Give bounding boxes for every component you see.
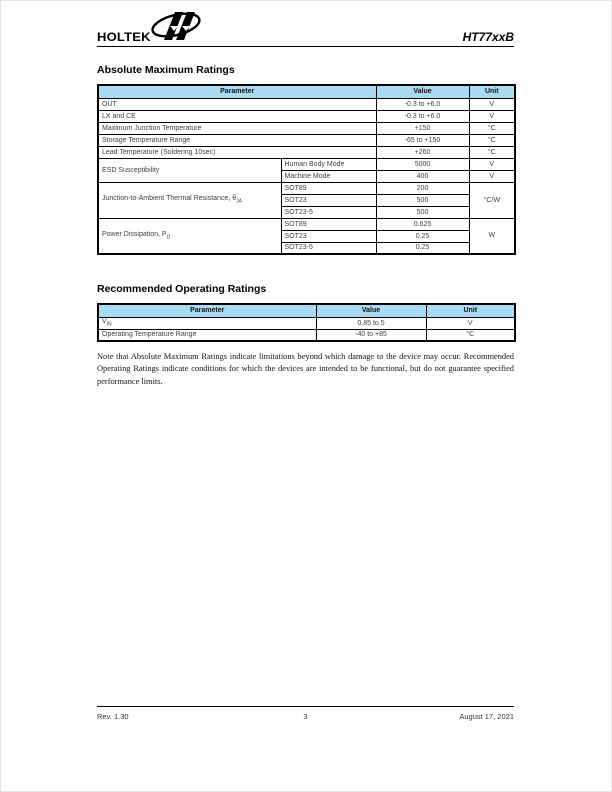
value-cell: 0.85 to 5 xyxy=(316,317,426,329)
parameter-cell: LX and CE xyxy=(98,110,376,122)
table-row-lead-temperature xyxy=(98,146,515,158)
parameter-subscript: JA xyxy=(236,198,242,205)
unit-cell: °C xyxy=(469,122,515,134)
table-row-esd-human-body xyxy=(98,158,515,170)
parameter-cell xyxy=(98,317,316,329)
parameter-cell: OUT xyxy=(98,98,376,110)
table-row-lx-ce xyxy=(98,110,515,122)
section-title-recommended-operating-ratings: Recommended Operating Ratings xyxy=(97,283,267,295)
unit-cell: V xyxy=(426,317,515,329)
value-cell: 5000 xyxy=(376,158,469,170)
value-cell: 0.25 xyxy=(376,230,469,242)
condition-cell: SOT23 xyxy=(281,230,376,242)
value-cell: -40 to +85 xyxy=(316,329,426,341)
unit-cell: V xyxy=(469,158,515,170)
unit-cell: °C xyxy=(469,134,515,146)
table-row-max-junction-temperature xyxy=(98,122,515,134)
parameter-text: Junction-to-Ambient Thermal Resistance, θ xyxy=(102,195,237,203)
unit-cell: °C/W xyxy=(469,182,515,218)
value-cell: -0.3 to +6.0 xyxy=(376,110,469,122)
condition-cell: SOT23-5 xyxy=(281,242,376,254)
table-row-storage-temperature xyxy=(98,134,515,146)
value-cell: 0.625 xyxy=(376,218,469,230)
page-header xyxy=(97,14,514,47)
footer-revision: Rev. 1.30 xyxy=(97,712,129,721)
column-header-parameter: Parameter xyxy=(98,304,316,317)
unit-cell: °C xyxy=(469,146,515,158)
footer-page-number: 3 xyxy=(303,712,308,721)
table-row-operating-temperature xyxy=(98,329,515,341)
table-row-theta-ja-sot89 xyxy=(98,182,515,194)
parameter-text: Power Dissipation, P xyxy=(102,231,167,239)
holtek-logo xyxy=(97,14,217,44)
column-header-parameter: Parameter xyxy=(98,85,376,98)
condition-cell: SOT89 xyxy=(281,218,376,230)
parameter-subscript: IN xyxy=(106,321,112,328)
parameter-cell: Storage Temperature Range xyxy=(98,134,376,146)
parameter-text: V xyxy=(102,318,107,326)
unit-cell: V xyxy=(469,110,515,122)
column-header-value: Value xyxy=(316,304,426,317)
value-cell: -65 to +150 xyxy=(376,134,469,146)
parameter-cell xyxy=(98,218,281,254)
footer-date: August 17, 2021 xyxy=(459,712,514,721)
value-cell: 0.25 xyxy=(376,242,469,254)
condition-cell: Machine Mode xyxy=(281,170,376,182)
table-header-row xyxy=(98,85,515,98)
page-footer xyxy=(97,706,514,721)
condition-cell: Human Body Mode xyxy=(281,158,376,170)
value-cell: +150 xyxy=(376,122,469,134)
value-cell: 500 xyxy=(376,206,469,218)
parameter-cell: Maximum Junction Temperature xyxy=(98,122,376,134)
condition-cell: SOT89 xyxy=(281,182,376,194)
unit-cell: V xyxy=(469,98,515,110)
column-header-value: Value xyxy=(376,85,469,98)
section-title-absolute-maximum-ratings: Absolute Maximum Ratings xyxy=(97,64,235,76)
holtek-logo-arrows-icon xyxy=(147,10,203,42)
table-row-vin xyxy=(98,317,515,329)
value-cell: +260 xyxy=(376,146,469,158)
condition-cell: SOT23 xyxy=(281,194,376,206)
value-cell: 200 xyxy=(376,182,469,194)
document-title: HT77xxB xyxy=(462,30,514,44)
ratings-note-text: Note that Absolute Maximum Ratings indicate limitations beyond which damage to the device may occur. Recommended Operating Ratings indicate conditions for which the devices are intended to be functional, but do not guarantee specified performance limits. xyxy=(97,352,514,386)
parameter-cell xyxy=(98,182,281,218)
table-row-out xyxy=(98,98,515,110)
value-cell: 400 xyxy=(376,170,469,182)
holtek-logo-text: HOLTEK xyxy=(97,30,151,44)
value-cell: -0.3 to +6.0 xyxy=(376,98,469,110)
table-header-row xyxy=(98,304,515,317)
table-row-power-dissipation-sot89 xyxy=(98,218,515,230)
parameter-cell: Lead Temperature (Soldering 10sec) xyxy=(98,146,376,158)
unit-cell: °C xyxy=(426,329,515,341)
column-header-unit: Unit xyxy=(469,85,515,98)
condition-cell: SOT23-5 xyxy=(281,206,376,218)
parameter-subscript: D xyxy=(166,234,171,241)
value-cell: 500 xyxy=(376,194,469,206)
parameter-cell: Operating Temperature Range xyxy=(98,329,316,341)
unit-cell: W xyxy=(469,218,515,254)
absolute-maximum-ratings-table xyxy=(97,84,516,255)
column-header-unit: Unit xyxy=(426,304,515,317)
unit-cell: V xyxy=(469,170,515,182)
parameter-cell: ESD Susceptibility xyxy=(98,158,281,182)
recommended-operating-ratings-table xyxy=(97,303,516,342)
